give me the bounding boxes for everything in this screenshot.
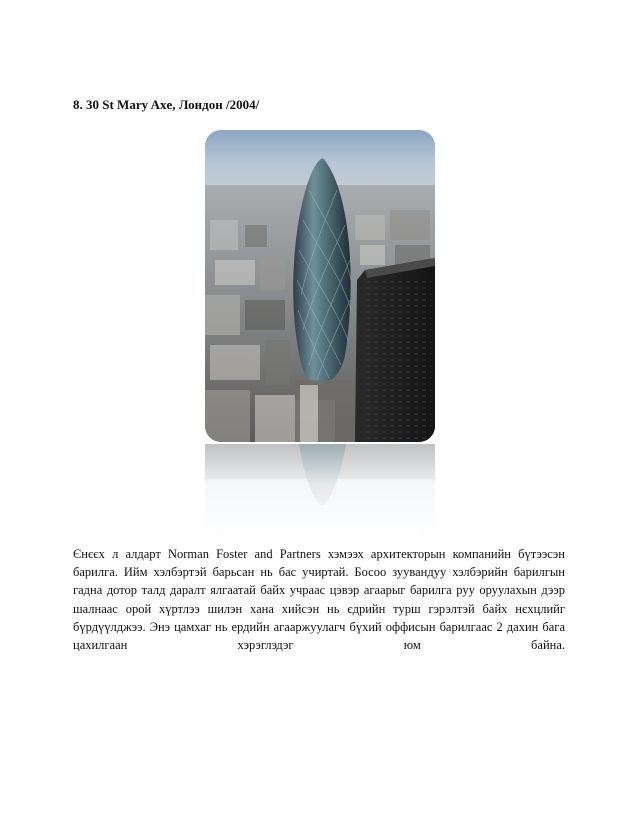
description-paragraph (73, 545, 565, 654)
paragraph-word: юм (403, 638, 421, 653)
paragraph-line: барилга. Ийм хэлбэртэй барьсан нь бас учиртай. Босоо зуувандуу хэлбэрийн барилгын (73, 565, 565, 580)
paragraph-word: цахилгаан (73, 638, 128, 653)
paragraph-line-last (73, 636, 565, 654)
paragraph-word: хэрэглэдэг (237, 638, 294, 653)
gherkin-building-photo (205, 130, 435, 442)
paragraph-line: бүрдүүлджээ. Энэ цамхаг нь ердийн агааржуулагч бүхий оффисын барилгаас 2 дахин бага (73, 619, 565, 634)
paragraph-line: гадна дотор талд даралт ялгаатай байх учраас цэвэр агаарыг барилга руу оруулахын дээр (73, 583, 565, 598)
paragraph-line: шалнаас орой хүртлээ шилэн хана хийсэн нь єдрийн турш гэрэлтэй байх нєхцлийг (73, 601, 565, 616)
section-heading: 8. 30 St Mary Axe, Лондон /2004/ (73, 97, 260, 112)
paragraph-word: байна. (531, 638, 565, 653)
paragraph-line: Єнєєх л алдарт Norman Foster and Partners хэмээх архитекторын компанийн бүтээсэн (73, 547, 565, 561)
photo-reflection (205, 444, 435, 534)
